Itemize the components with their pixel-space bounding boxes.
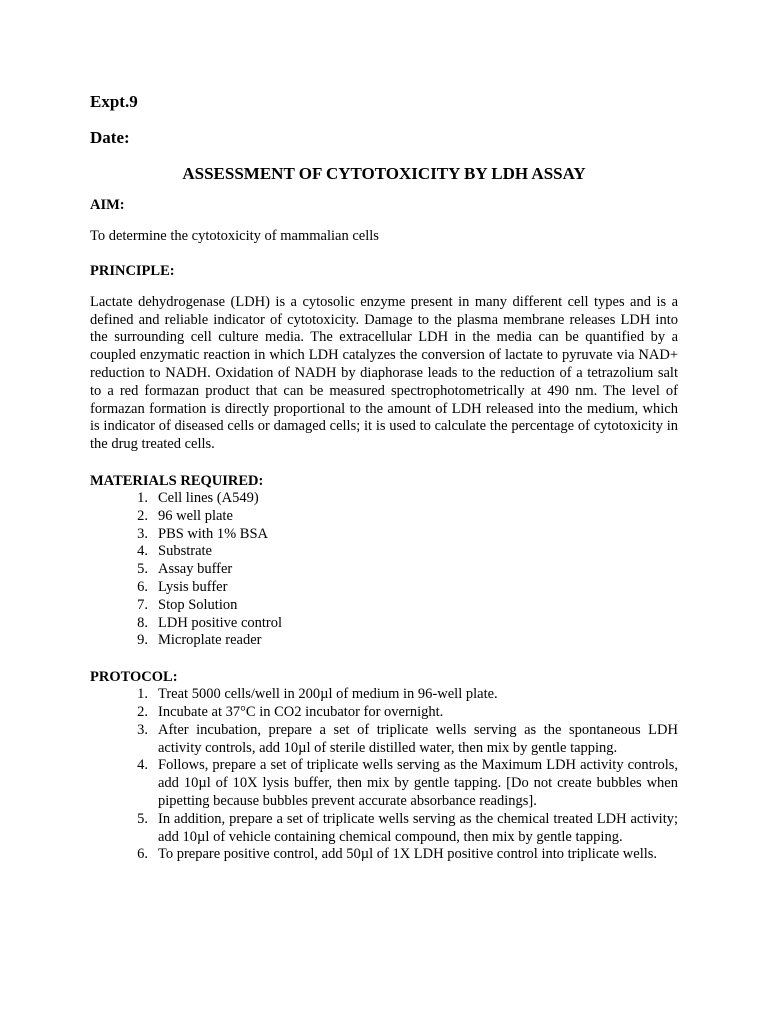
list-item-text: Incubate at 37°C in CO2 incubator for overnight. [158, 703, 444, 720]
list-item-text: To prepare positive control, add 50µl of 1X LDH positive control into triplicate wells. [158, 846, 658, 863]
list-item-number: 4. [137, 757, 148, 774]
list-item-number: 5. [137, 810, 148, 827]
document-page [90, 90, 678, 864]
materials-list [90, 490, 678, 650]
list-item-text: Assay buffer [158, 561, 233, 578]
list-item [90, 704, 678, 722]
list-item [90, 632, 678, 650]
page-title: ASSESSMENT OF CYTOTOXICITY BY LDH ASSAY [182, 164, 586, 183]
list-item-text: Lysis buffer [158, 578, 228, 595]
list-item-number: 6. [137, 578, 148, 595]
list-item-number: 8. [137, 614, 148, 631]
list-item [90, 490, 678, 508]
list-item [90, 543, 678, 561]
list-item-text: Follows, prepare a set of triplicate wells serving as the Maximum LDH activity controls, add 10µl of 10X lysis buffer, then mix by gentle tapping. [Do not create bubbles when pipetting because bubbles prevent accurate absorbance readings]. [158, 757, 678, 809]
list-item-number: 1. [137, 686, 148, 703]
list-item-text: 96 well plate [158, 507, 233, 524]
list-item-number: 1. [137, 489, 148, 506]
list-item-text: Treat 5000 cells/well in 200µl of medium in 96-well plate. [158, 686, 498, 703]
list-item-number: 2. [137, 703, 148, 720]
list-item [90, 561, 678, 579]
list-item-text: Substrate [158, 543, 212, 560]
list-item [90, 597, 678, 615]
list-item-text: Microplate reader [158, 632, 262, 649]
list-item-number: 2. [137, 507, 148, 524]
list-item-number: 7. [137, 596, 148, 613]
list-item [90, 526, 678, 544]
list-item [90, 508, 678, 526]
list-item [90, 846, 678, 864]
aim-text: To determine the cytotoxicity of mammalian cells [90, 228, 379, 244]
list-item [90, 615, 678, 633]
experiment-number: Expt.9 [90, 92, 138, 111]
principle-heading: PRINCIPLE: [90, 262, 175, 279]
list-item-text: Cell lines (A549) [158, 489, 259, 506]
date-label: Date: [90, 128, 130, 147]
list-item-text: Stop Solution [158, 596, 238, 613]
list-item-number: 3. [137, 525, 148, 542]
list-item [90, 811, 678, 847]
list-item-text: LDH positive control [158, 614, 283, 631]
list-item-number: 4. [137, 543, 148, 560]
materials-heading: MATERIALS REQUIRED: [90, 472, 264, 489]
list-item-text: In addition, prepare a set of triplicate wells serving as the chemical treated LDH activity; add 10µl of vehicle containing chemical compound, then mix by gentle tapping. [158, 810, 678, 845]
list-item [90, 579, 678, 597]
list-item-number: 5. [137, 561, 148, 578]
protocol-list [90, 686, 678, 864]
list-item-number: 6. [137, 846, 148, 863]
list-item [90, 722, 678, 758]
list-item [90, 757, 678, 810]
aim-heading: AIM: [90, 197, 125, 213]
list-item [90, 686, 678, 704]
principle-text: Lactate dehydrogenase (LDH) is a cytosolic enzyme present in many different cell types and is a defined and reliable indicator of cytotoxicity. Damage to the plasma membrane releases LDH into the surrounding cell culture media. The extracellular LDH in the media can be quantified by a coupled enzymatic reaction in which LDH catalyzes the conversion of lactate to pyruvate via NAD+ reduction to NADH. Oxidation of NADH by diaphorase leads to the reduction of a tetrazolium salt to a red formazan product that can be measured spectrophotometrically at 490 nm. The level of formazan formation is directly proportional to the amount of LDH released into the medium, which is indicator of diseased cells or damaged cells; it is used to calculate the percentage of cytotoxicity in the drug treated cells. [90, 293, 678, 453]
list-item-text: After incubation, prepare a set of triplicate wells serving as the spontaneous LDH activity controls, add 10µl of sterile distilled water, then mix by gentle tapping. [158, 721, 678, 756]
list-item-number: 9. [137, 632, 148, 649]
list-item-number: 3. [137, 721, 148, 738]
protocol-heading: PROTOCOL: [90, 669, 178, 686]
list-item-text: PBS with 1% BSA [158, 525, 268, 542]
